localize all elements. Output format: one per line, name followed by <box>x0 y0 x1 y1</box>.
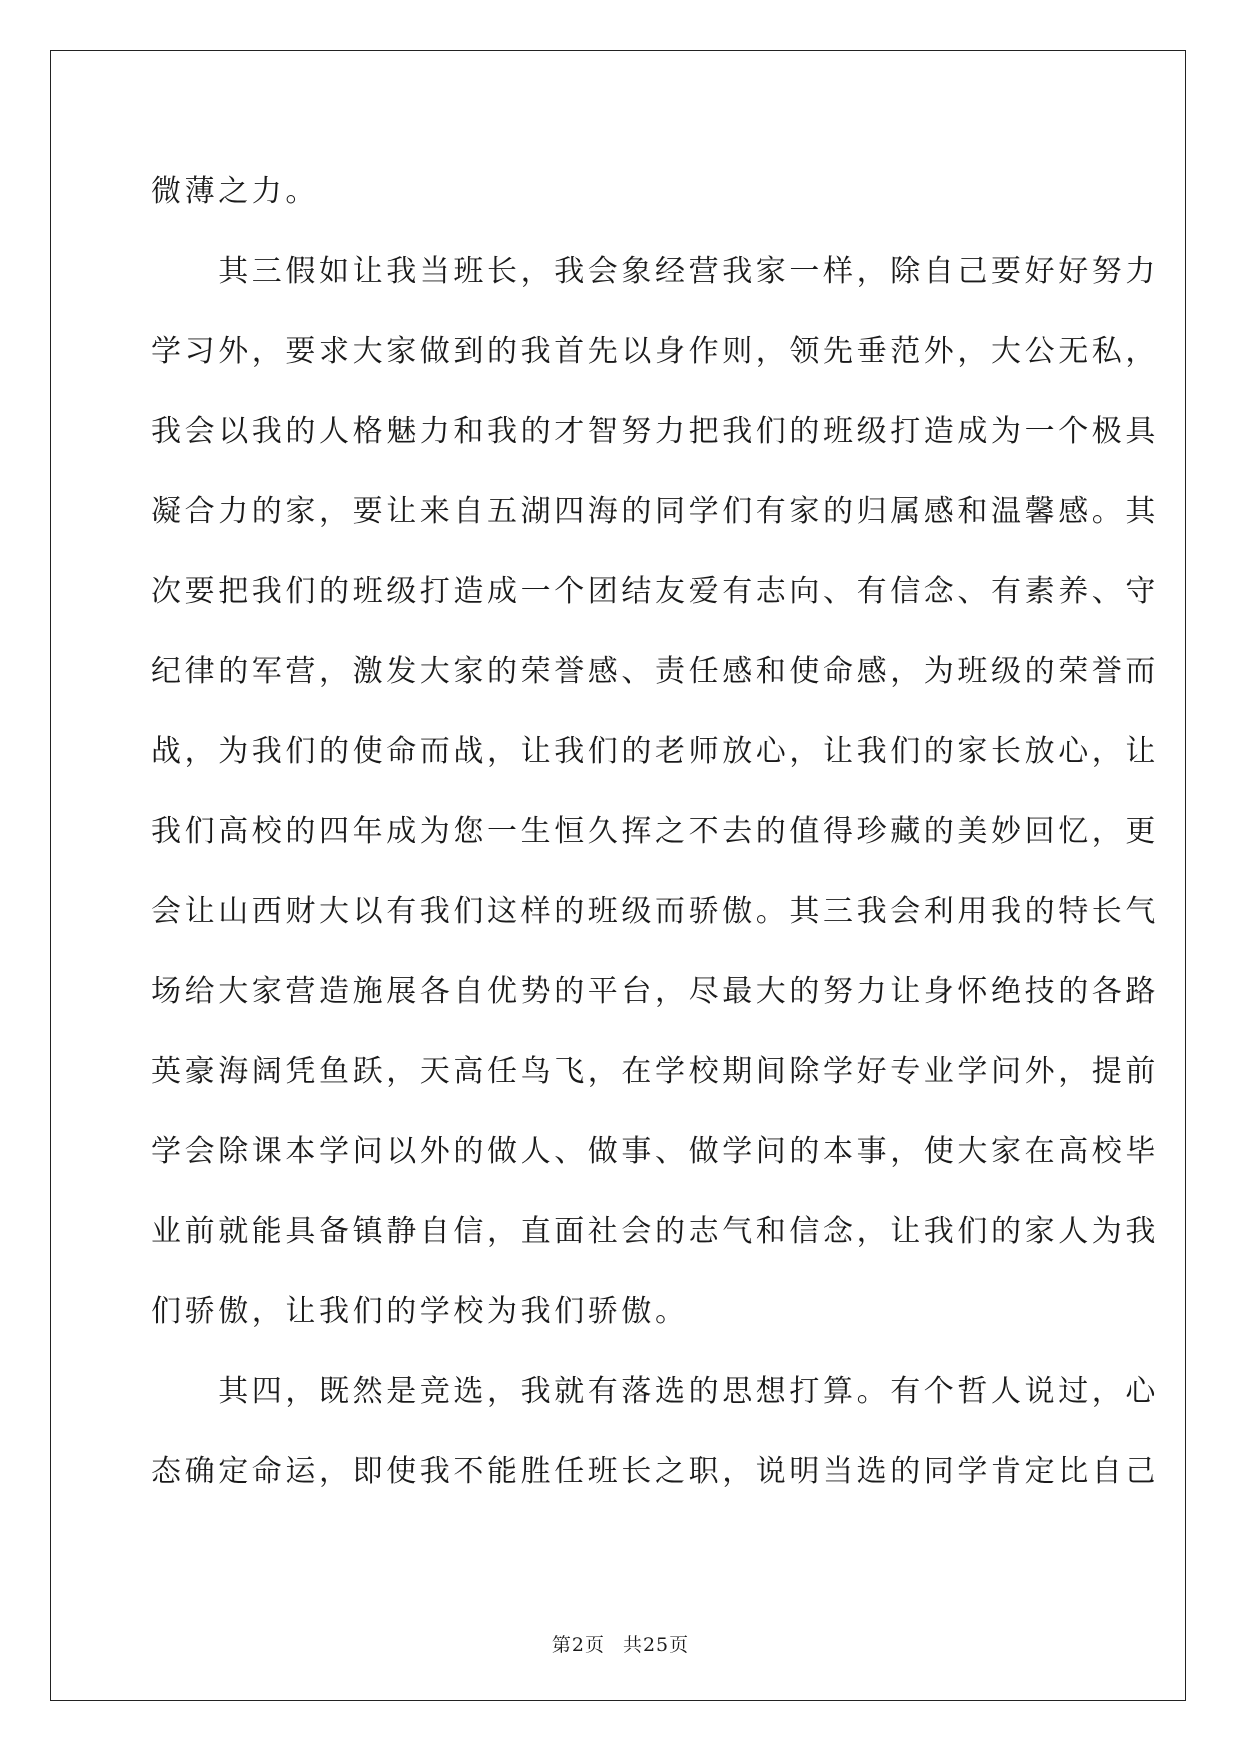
text-line: 其四，既然是竞选，我就有落选的思想打算。有个哲人说过，心 <box>151 1374 1159 1409</box>
text-line: 我们高校的四年成为您一生恒久挥之不去的值得珍藏的美妙回忆，更 <box>151 814 1159 849</box>
text-line: 纪律的军营，激发大家的荣誉感、责任感和使命感，为班级的荣誉而 <box>151 654 1159 689</box>
total-suffix: 页 <box>669 1634 690 1656</box>
page-prefix: 第 <box>551 1634 572 1656</box>
total-pages-number: 25 <box>642 1634 670 1656</box>
total-prefix: 共 <box>622 1634 643 1656</box>
page-suffix: 页 <box>584 1634 605 1656</box>
text-line: 学会除课本学问以外的做人、做事、做学问的本事，使大家在高校毕 <box>151 1134 1159 1169</box>
text-line: 会让山西财大以有我们这样的班级而骄傲。其三我会利用我的特长气 <box>151 894 1159 929</box>
current-page-number: 2 <box>571 1634 585 1656</box>
text-line: 凝合力的家，要让来自五湖四海的同学们有家的归属感和温馨感。其 <box>151 494 1159 529</box>
text-line: 业前就能具备镇静自信，直面社会的志气和信念，让我们的家人为我 <box>151 1214 1159 1249</box>
text-line: 次要把我们的班级打造成一个团结友爱有志向、有信念、有素养、守 <box>151 574 1159 609</box>
text-line: 学习外，要求大家做到的我首先以身作则，领先垂范外，大公无私， <box>151 334 1159 369</box>
page-footer <box>0 1630 1241 1657</box>
text-line: 们骄傲，让我们的学校为我们骄傲。 <box>151 1294 689 1329</box>
text-line: 英豪海阔凭鱼跃，天高任鸟飞，在学校期间除学好专业学问外，提前 <box>151 1054 1159 1089</box>
text-line: 态确定命运，即使我不能胜任班长之职，说明当选的同学肯定比自己 <box>151 1454 1159 1489</box>
text-line: 我会以我的人格魅力和我的才智努力把我们的班级打造成为一个极具 <box>151 414 1159 449</box>
text-line: 微薄之力。 <box>151 174 319 209</box>
text-line: 场给大家营造施展各自优势的平台，尽最大的努力让身怀绝技的各路 <box>151 974 1159 1009</box>
document-body <box>151 152 1159 1512</box>
text-line: 其三假如让我当班长，我会象经营我家一样，除自己要好好努力 <box>151 254 1159 289</box>
text-line: 战，为我们的使命而战，让我们的老师放心，让我们的家长放心，让 <box>151 734 1159 769</box>
